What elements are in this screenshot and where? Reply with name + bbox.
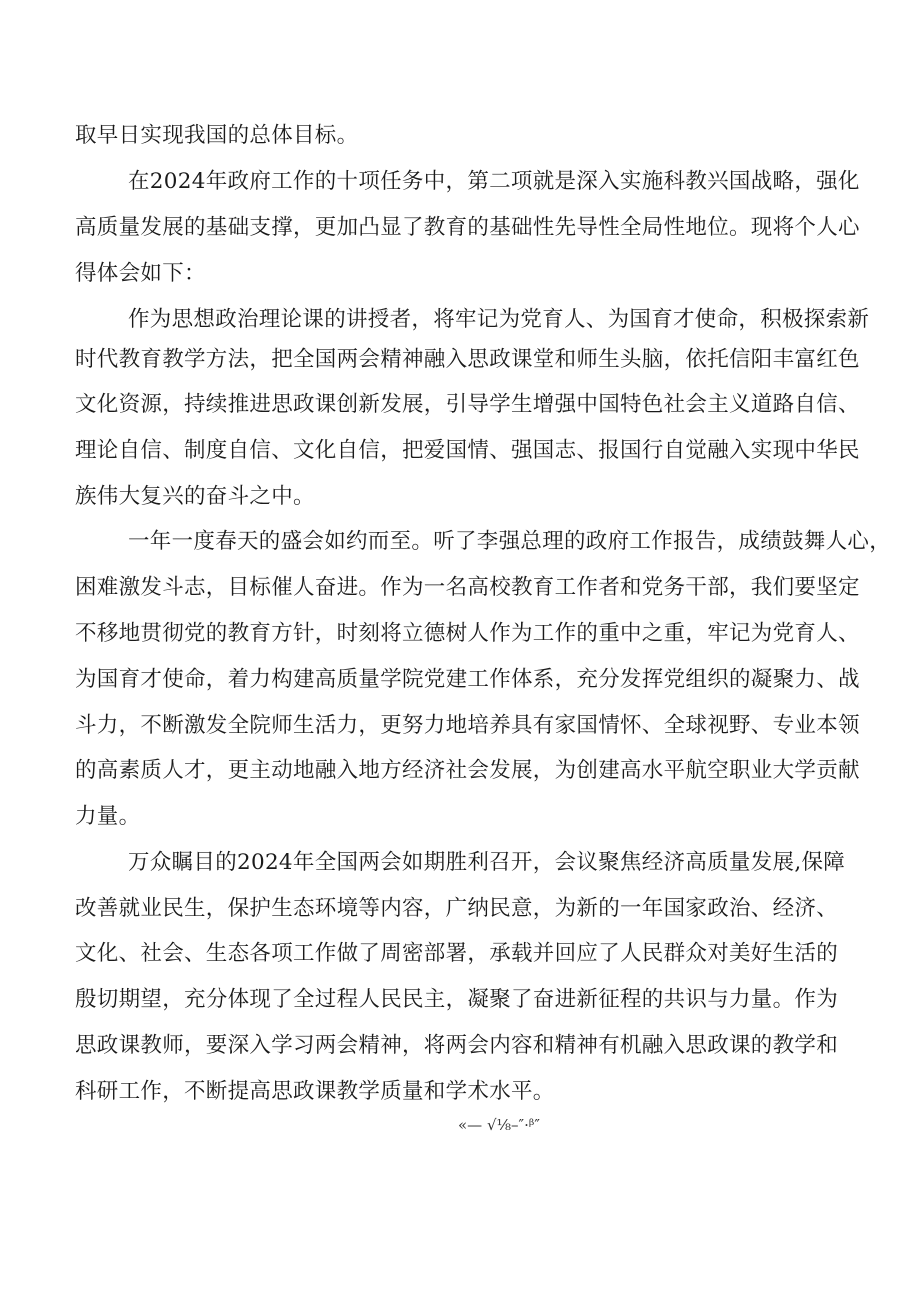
paragraph-5-line-6: 科研工作，不断提高思政课教学质量和学术水平。	[75, 1079, 555, 1104]
paragraph-2-line-2: 高质量发展的基础支撑，更加凸显了教育的基础性先导性全局性地位。现将个人心	[75, 215, 860, 240]
paragraph-2-line-1: 在2024年政府工作的十项任务中，第二项就是深入实施科教兴国战略，强化	[128, 169, 860, 194]
paragraph-5-line-4: 殷切期望，充分体现了全过程人民民主，凝聚了奋进新征程的共识与力量。作为	[75, 987, 839, 1012]
paragraph-2-line-3: 得体会如下：	[75, 261, 206, 286]
paragraph-4-line-6: 的高素质人才，更主动地融入地方经济社会发展，为创建高水平航空职业大学贡献	[75, 758, 860, 783]
paragraph-3-line-2: 时代教育教学方法，把全国两会精神融入思政课堂和师生头脑，依托信阳丰富红色	[75, 347, 860, 372]
paragraph-3-line-4: 理论自信、制度自信、文化自信，把爱国情、强国志、报国行自觉融入实现中华民	[75, 438, 860, 463]
paragraph-1-line-1: 取早日实现我国的总体目标。	[75, 123, 359, 148]
paragraph-3-line-3: 文化资源，持续推进思政课创新发展，引导学生增强中国特色社会主义道路自信、	[75, 392, 860, 417]
paragraph-3-line-1: 作为思想政治理论课的讲授者，将牢记为党育人、为国育才使命，积极探索新	[128, 307, 870, 332]
paragraph-4-line-2: 困难激发斗志，目标催人奋进。作为一名高校教育工作者和党务干部，我们要坚定	[75, 575, 860, 600]
paragraph-5-line-5: 思政课教师，要深入学习两会精神，将两会内容和精神有机融入思政课的教学和	[75, 1033, 839, 1058]
paragraph-5-line-1: 万众瞩目的2024年全国两会如期胜利召开，会议聚焦经济高质量发展,保障	[128, 850, 846, 875]
paragraph-5-line-3: 文化、社会、生态各项工作做了周密部署，承载并回应了人民群众对美好生活的	[75, 941, 839, 966]
paragraph-4-line-3: 不移地贯彻党的教育方针，时刻将立德树人作为工作的重中之重，牢记为党育人、	[75, 621, 860, 646]
paragraph-3-line-5: 族伟大复兴的奋斗之中。	[75, 484, 315, 509]
paragraph-4-line-1: 一年一度春天的盛会如约而至。听了李强总理的政府工作报告，成绩鼓舞人心，	[128, 529, 892, 554]
paragraph-4-line-4: 为国育才使命，着力构建高质量学院党建工作体系，充分发挥党组织的凝聚力、战	[75, 667, 860, 692]
page-marker: «— √⅛–″·ᵝ″	[458, 1116, 540, 1134]
paragraph-4-line-7: 力量。	[75, 804, 141, 829]
paragraph-5-line-2: 改善就业民生，保护生态环境等内容，广纳民意，为新的一年国家政治、经济、	[75, 896, 839, 921]
paragraph-4-line-5: 斗力，不断激发全院师生活力，更努力地培养具有家国情怀、全球视野、专业本领	[75, 713, 860, 738]
